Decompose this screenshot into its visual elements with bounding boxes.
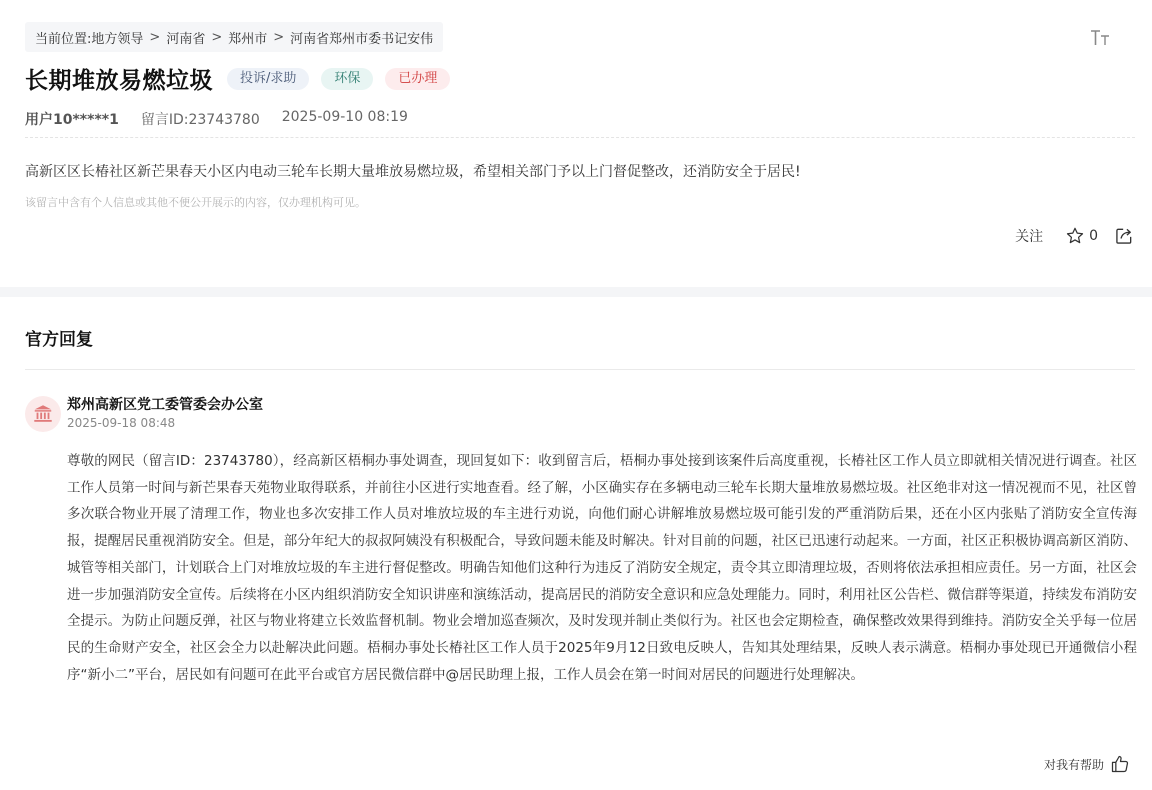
breadcrumb-separator: > (273, 29, 285, 45)
divider (25, 137, 1135, 138)
privacy-notice: 该留言中含有个人信息或其他不便公开展示的内容，仅办理机构可见。 (25, 196, 366, 209)
divider (25, 369, 1135, 370)
tag-complaint: 投诉/求助 (227, 68, 309, 90)
breadcrumb-separator: > (149, 29, 161, 45)
message-datetime: 2025-09-10 08:19 (281, 109, 408, 125)
star-icon (1065, 226, 1085, 246)
thumbs-up-icon (1110, 754, 1130, 774)
avatar (25, 396, 61, 432)
breadcrumb-item-henan[interactable]: 河南省 (166, 31, 206, 47)
reply-date: 2025-09-18 08:48 (67, 416, 176, 430)
tag-environment: 环保 (321, 68, 373, 90)
message-user: 用户10*****1 (25, 112, 119, 128)
message-meta (25, 109, 408, 129)
message-actions (1015, 226, 1134, 246)
helpful-label: 对我有帮助 (1043, 757, 1104, 772)
star-count: 0 (1089, 228, 1098, 244)
breadcrumb-prefix: 当前位置: (35, 31, 92, 47)
reply-body: 尊敬的网民（留言ID：23743780），经高新区梧桐办事处调查，现回复如下：收到留言后，梧桐办事处接到该案件后高度重视，长椿社区工作人员立即就相关情况进行调查。社区工作人员第一时间与新芒果春天苑物业取得联系，并前往小区进行实地查看。经了解，小区确实存在多辆电动三轮车长期大量堆放易燃垃圾。社区绝非对这一情况视而不见，社区曾多次联合物业开展了清理工作，物业也多次安排工作人员对堆放垃圾的车主进行劝说，向他们耐心讲解堆放易燃垃圾可能引发的严重消防后果，还在小区内张贴了消防安全宣传海报，提醒居民重视消防安全。但是，部分年纪大的叔叔阿姨没有积极配合，导致问题未能及时解决。针对目前的问题，社区已迅速行动起来。一方面，社区正积极协调高新区消防、城管等相关部门，计划联合上门对堆放垃圾的车主进行督促整改。明确告知他们这种行为违反了消防安全规定，责令其立即清理垃圾，否则将依法承担相应责任。另一方面，社区会进一步加强消防安全宣传。后续将在小区内组织消防安全知识讲座和演练活动，提高居民的消防安全意识和应急处理能力。同时，利用社区公告栏、微信群等渠道，持续发布消防安全提示。为防止问题反弹，社区与物业将建立长效监督机制。物业会增加巡查频次，及时发现并制止类似行为。社区也会定期检查，确保整改效果得到维持。消防安全关乎每一位居民的生命财产安全，社区会全力以赴解决此问题。梧桐办事处长椿社区工作人员于2025年9月12日致电反映人，告知其处理结果，反映人表示满意。梧桐办事处现已开通微信小程序“新小二”平台，居民如有问题可在此平台或官方居民微信群中@居民助理上报，工作人员会在第一时间对居民的问题进行处理解决。 (67, 453, 1137, 683)
section-gap (0, 287, 1152, 297)
follow-button[interactable]: 关注 (1015, 229, 1044, 245)
title-row (25, 62, 450, 95)
breadcrumb-item-local-leaders[interactable]: 地方领导 (91, 31, 144, 47)
breadcrumb-item-secretary[interactable]: 河南省郑州市委书记安伟 (290, 31, 434, 47)
breadcrumb-item-zhengzhou[interactable]: 郑州市 (228, 31, 268, 47)
message-id: 留言ID:23743780 (140, 112, 260, 128)
breadcrumb (25, 22, 443, 52)
helpful-button[interactable] (1044, 754, 1130, 774)
reply-heading: 官方回复 (25, 330, 93, 350)
share-icon[interactable] (1114, 226, 1134, 246)
government-building-icon (32, 403, 54, 425)
reply-org: 郑州高新区党工委管委会办公室 (67, 397, 263, 413)
breadcrumb-separator: > (211, 29, 223, 45)
message-title: 长期堆放易燃垃圾 (25, 68, 213, 94)
status-badge: 已办理 (385, 68, 450, 90)
message-content: 高新区区长椿社区新芒果春天小区内电动三轮车长期大量堆放易燃垃圾，希望相关部门予以上门督促整改，还消防安全于居民! (25, 164, 801, 180)
font-size-icon[interactable] (1089, 28, 1111, 48)
star-button[interactable] (1065, 226, 1098, 246)
